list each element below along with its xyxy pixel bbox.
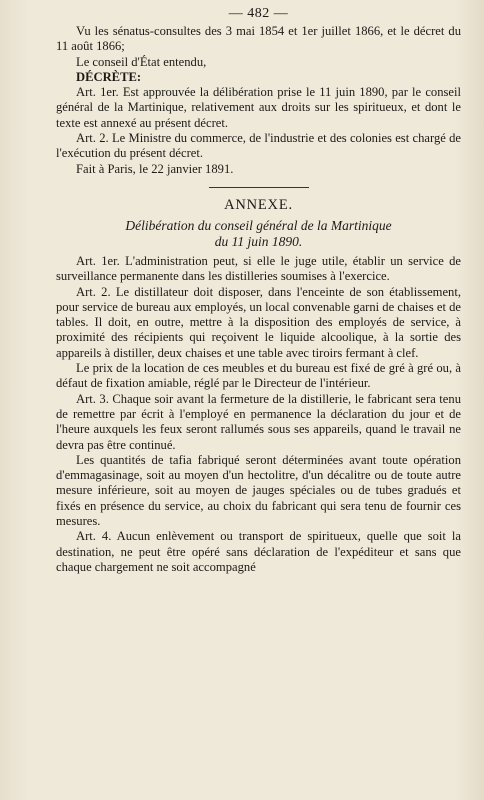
annex-paragraph: Art. 4. Aucun enlèvement ou transport de spiritueux, quelle que soit la destination, ne peut être opéré sans déclaration de l'expéditeur et sans que chaque chargement ne soit accompagné xyxy=(56,529,461,574)
signature-line: Fait à Paris, le 22 janvier 1891. xyxy=(76,161,234,176)
annex-title: ANNEXE. xyxy=(224,196,293,213)
preamble-line: Vu les sénatus-consultes des 3 mai 1854 et 1er juillet 1866, et le décret du 11 août 1866; xyxy=(56,24,461,54)
article-paragraph: Art. 2. Le Ministre du commerce, de l'industrie et des colonies est chargé de l'exécution du présent décret. xyxy=(56,131,461,161)
annex-paragraph: Le prix de la location de ces meubles et du bureau est fixé de gré à gré ou, à défaut de fixation amiable, réglé par le Directeur de l'intérieur. xyxy=(56,361,461,391)
annex-paragraph: Art. 2. Le distillateur doit disposer, dans l'enceinte de son établissement, pour service de bureau aux employés, un local convenable garni de chaises et de tables. Il doit, en outre, mettre à la disposition des employés de service, à proximité des récipients qui reçoivent le liquide alcoolique, à la sortie des appareils à distiller, deux chaises et une table avec tiroirs fermant à clef. xyxy=(56,284,461,360)
preamble-line: Le conseil d'État entendu, xyxy=(76,54,207,69)
annex-paragraph: Art. 1er. L'administration peut, si elle le juge utile, établir un service de surveillance permanente dans les distilleries soumises à l'exercice. xyxy=(56,253,461,284)
page-text xyxy=(56,6,461,575)
annex-paragraph: Les quantités de tafia fabriqué seront déterminées avant toute opération d'emmagasinage, soit au moyen d'un hectolitre, d'un décalitre ou de toute autre mesure inférieure, soit au moyen de jauges spéciales ou de tubes gradués et fixés en présence du service, au choix du fabricant qui sera tenu de fournir ces mesures. xyxy=(56,452,461,529)
section-divider xyxy=(209,187,309,188)
decret-heading: DÉCRÈTE: xyxy=(76,69,142,84)
annex-subtitle-date: du 11 juin 1890. xyxy=(214,233,303,249)
article-paragraph: Art. 1er. Est approuvée la délibération prise le 11 juin 1890, par le conseil général de la Martinique, relativement aux droits sur les spiritueux, et dont le texte est annexé au présent décret. xyxy=(56,85,461,130)
annex-paragraph: Art. 3. Chaque soir avant la fermeture de la distillerie, le fabricant sera tenu de remettre par écrit à l'employé en permanence la déclaration du jour et de l'heure auxquels les feux seront rallumés sous ses appareils, quand le travail ne devra pas être continué. xyxy=(56,391,461,452)
annex-subtitle: Délibération du conseil général de la Martinique xyxy=(125,217,392,233)
page-number: — 482 — xyxy=(228,6,289,21)
annex-body xyxy=(56,254,461,575)
